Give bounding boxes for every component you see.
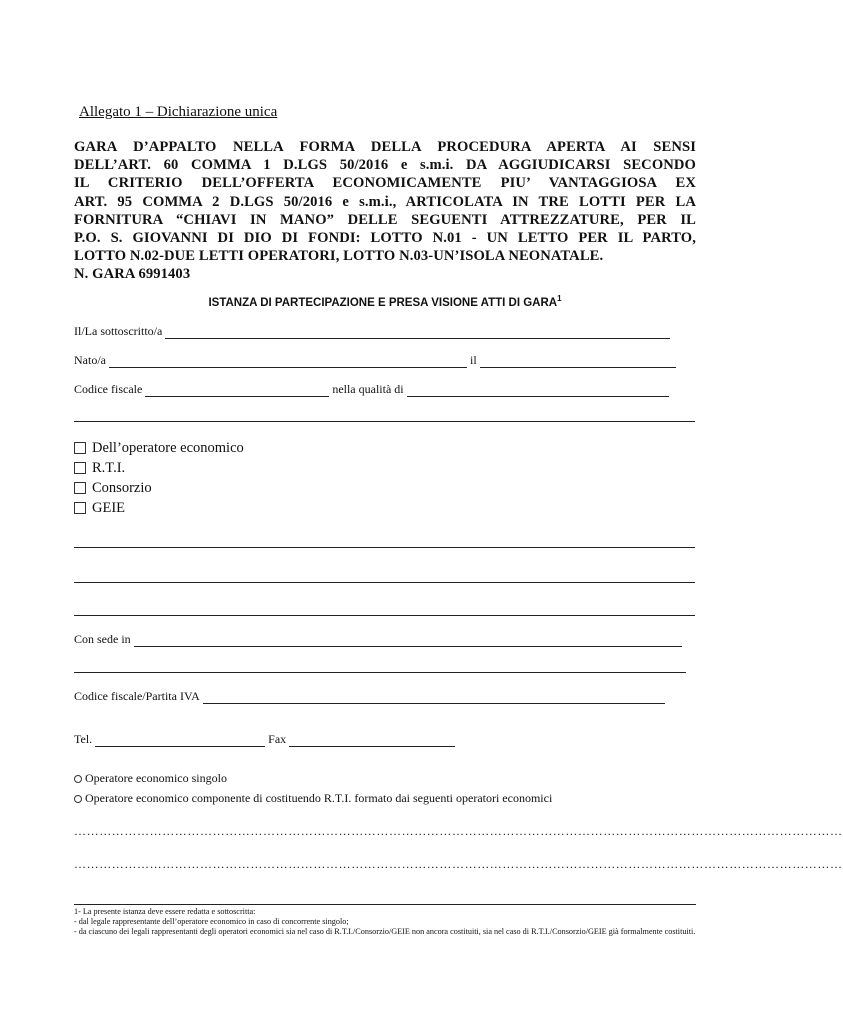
blank-line[interactable] [74,582,695,583]
sottoscritto-label: Il/La sottoscritto/a [74,324,163,338]
option-geie[interactable] [74,498,244,518]
option-label: Dell’operatore economico [92,440,244,456]
qualita-field[interactable] [407,385,669,397]
sede-field[interactable] [134,635,682,647]
data-nascita-field[interactable] [480,356,676,368]
gara-line: GARA D’APPALTO NELLA FORMA DELLA PROCEDURA APERTA AI SENSI [74,139,696,155]
gara-line: FORNITURA “CHIAVI IN MANO” DELLE SEGUENTI ATTREZZATURE, PER IL [74,211,696,228]
nato-label: Nato/a [74,353,106,367]
fax-field[interactable] [289,735,455,747]
nato-row [74,353,679,368]
dotted-line[interactable]: ………………………………………………………………………………………………………………………………………………………………… [74,824,843,838]
tel-field[interactable] [95,735,265,747]
sede-row [74,632,685,647]
istanza-title [0,294,770,309]
istanza-title-text: ISTANZA DI PARTECIPAZIONE E PRESA VISIONE ATTI DI GARA [208,296,558,309]
blank-line[interactable] [74,421,695,422]
gara-title [74,138,696,284]
checkbox-icon[interactable] [74,442,86,454]
fax-label: Fax [268,732,287,746]
gara-line: ART. 95 COMMA 2 D.LGS 50/2016 e s.m.i., ARTICOLATA IN TRE LOTTI PER LA [74,193,696,210]
sede-label: Con sede in [74,632,131,646]
blank-line[interactable] [74,615,695,616]
allegato-heading: Allegato 1 – Dichiarazione unica [79,104,278,120]
option-label: Operatore economico singolo [85,771,227,785]
circle-icon[interactable] [74,795,82,803]
footnote-separator [74,904,696,905]
codice-fiscale-row [74,382,672,397]
checkbox-icon[interactable] [74,482,86,494]
option-label: Consorzio [92,480,152,496]
footnote-line: - dal legale rappresentante dell’operatore economico in caso di concorrente singolo; [74,917,349,927]
cf-piva-field[interactable] [203,692,665,704]
gara-line: LOTTO N.02-DUE LETTI OPERATORI, LOTTO N.03-UN’ISOLA NEONATALE. [74,248,604,265]
option-label: R.T.I. [92,460,126,476]
tel-label: Tel. [74,732,93,746]
gara-line: DELL’ART. 60 COMMA 1 D.LGS 50/2016 e s.m.i. DA AGGIUDICARSI SECONDO [74,157,696,174]
footnote-line: 1- La presente istanza deve essere redatta e sottoscritta: [74,907,256,916]
checkbox-icon[interactable] [74,502,86,514]
option-label: GEIE [92,500,126,516]
cf-piva-row [74,689,668,704]
option-operatore[interactable] [74,438,244,458]
qualita-label: nella qualità di [332,382,404,396]
option-rti[interactable] [74,458,244,478]
codice-fiscale-field[interactable] [145,385,329,397]
qualita-options [74,438,244,518]
footnote-ref: 1 [557,294,562,303]
blank-line[interactable] [74,672,686,673]
nato-field[interactable] [109,356,467,368]
gara-line: P.O. S. GIOVANNI DI DIO DI FONDI: LOTTO N.01 - UN LETTO PER IL PARTO, [74,230,696,247]
dotted-line[interactable]: ………………………………………………………………………………………………………………………………………………………………… [74,857,843,871]
circle-icon[interactable] [74,775,82,783]
blank-line[interactable] [74,547,695,548]
option-label: Operatore economico componente di costituendo R.T.I. formato dai seguenti operatori economici [85,791,553,805]
option-singolo[interactable] [74,771,227,786]
codice-fiscale-label: Codice fiscale [74,382,143,396]
sottoscritto-row [74,324,673,339]
gara-line: IL CRITERIO DELL’OFFERTA ECONOMICAMENTE PIU’ VANTAGGIOSA EX [74,175,696,192]
footnote-line: - da ciascuno dei legali rappresentanti degli operatori economici sia nel caso di R.T.I./Consorzio/GEIE non ancora costituiti, sia nel caso di R.T.I./Consorzio/GEIE già formalmente costituiti. [74,927,696,937]
il-label: il [470,353,477,367]
option-consorzio[interactable] [74,478,244,498]
gara-number: N. GARA 6991403 [74,266,191,283]
cf-piva-label: Codice fiscale/Partita IVA [74,689,200,703]
sottoscritto-field[interactable] [165,327,670,339]
tel-fax-row [74,732,458,747]
option-rti-costituendo[interactable] [74,791,552,806]
checkbox-icon[interactable] [74,462,86,474]
footnote [74,907,696,938]
